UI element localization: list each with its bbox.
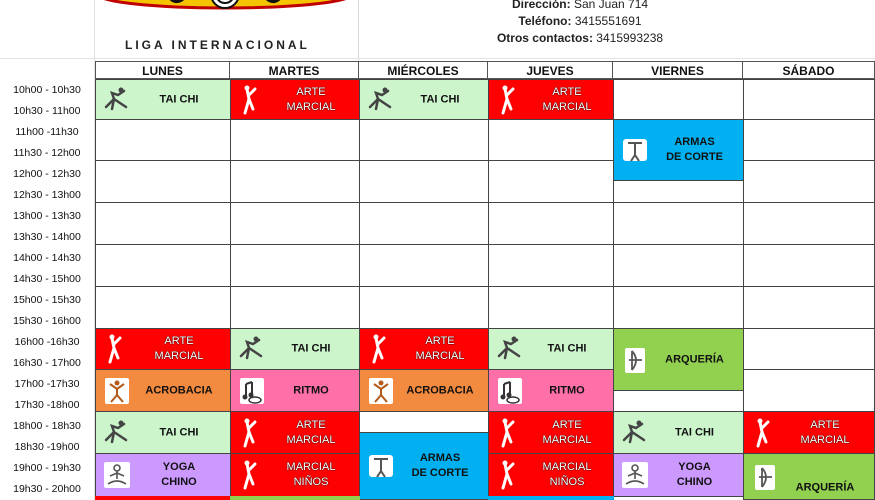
- class-label: ACROBACIA: [145, 384, 213, 396]
- class-label: RITMO: [549, 384, 585, 396]
- time-slot: 12h30 - 13h00: [13, 189, 81, 201]
- time-slot: 15h00 - 15h30: [13, 294, 81, 306]
- time-slot: 12h00 - 12h30: [13, 168, 81, 180]
- class-arqueria[interactable]: [613, 328, 744, 391]
- class-label: TAI CHI: [159, 93, 199, 105]
- time-slot: 13h00 - 13h30: [13, 210, 81, 222]
- class-tai-chi[interactable]: [230, 328, 360, 370]
- yoga-icon: [102, 460, 132, 490]
- class-label: ARTE MARCIAL: [286, 418, 336, 446]
- time-slot: 16h00 -16h30: [14, 336, 80, 348]
- day-header-jueves: JUEVES: [488, 61, 613, 79]
- tai-chi-icon: [620, 418, 650, 448]
- class-label: ARQUERÍA: [795, 481, 855, 494]
- class-tai-chi[interactable]: [95, 411, 231, 454]
- class-yoga-chino[interactable]: [95, 453, 231, 497]
- class-label: ARTE MARCIAL: [286, 85, 336, 113]
- tai-chi-icon: [102, 85, 132, 115]
- time-slot: 18h30 -19h00: [14, 441, 80, 453]
- time-slot: 11h00 -11h30: [15, 126, 79, 138]
- next-row-jueves: [488, 496, 614, 500]
- org-name: LIGA INTERNACIONAL: [125, 38, 310, 52]
- address-value: San Juan 714: [573, 0, 649, 11]
- logo-emblem-icon: [95, 0, 355, 14]
- tai-chi-icon: [366, 85, 396, 115]
- martial-arts-icon: [237, 85, 267, 115]
- other-contacts-label: Otros contactos:: [496, 31, 593, 45]
- contact-other: [430, 31, 730, 45]
- class-ritmo[interactable]: [488, 369, 614, 412]
- archery-icon: [750, 462, 780, 492]
- class-label: ARQUERÍA: [665, 353, 724, 365]
- class-label: ARTE MARCIAL: [542, 418, 592, 446]
- time-slot: 19h00 - 19h30: [13, 462, 81, 474]
- class-label: YOGA CHINO: [676, 461, 713, 488]
- phone-value: 3415551691: [574, 14, 642, 28]
- class-marcial-ninos[interactable]: [230, 453, 360, 497]
- class-arte-marcial[interactable]: [95, 328, 231, 370]
- martial-arts-icon: [237, 460, 267, 490]
- class-acrobacia[interactable]: [95, 369, 231, 412]
- class-label: TAI CHI: [291, 342, 331, 355]
- class-arte-marcial[interactable]: [230, 79, 360, 120]
- time-slot: 14h00 - 14h30: [13, 252, 81, 264]
- time-slot: 11h30 - 12h00: [13, 147, 81, 159]
- class-armas-de-corte[interactable]: [613, 119, 744, 181]
- martial-arts-icon: [750, 418, 780, 448]
- header-divider: [358, 0, 359, 58]
- class-label: TAI CHI: [159, 426, 199, 438]
- time-slot: 19h30 - 20h00: [13, 483, 81, 495]
- time-slot: 13h30 - 14h00: [13, 231, 81, 243]
- rhythm-music-icon: [495, 376, 525, 406]
- class-label: MARCIAL NIÑOS: [286, 461, 336, 488]
- archery-icon: [620, 345, 650, 375]
- martial-arts-icon: [495, 418, 525, 448]
- day-header-sabado: SÁBADO: [743, 61, 875, 79]
- class-arte-marcial[interactable]: [488, 411, 614, 454]
- yoga-icon: [620, 460, 650, 490]
- class-label: ARTE MARCIAL: [542, 85, 592, 113]
- acrobatics-icon: [366, 376, 396, 406]
- day-header-viernes: VIERNES: [613, 61, 743, 79]
- time-slot: 15h30 - 16h00: [13, 315, 81, 327]
- class-yoga-chino[interactable]: [613, 453, 744, 497]
- class-arte-marcial[interactable]: [743, 411, 875, 454]
- time-slot: 14h30 - 15h00: [13, 273, 81, 285]
- sword-fighter-icon: [366, 451, 396, 481]
- class-tai-chi[interactable]: [613, 411, 744, 454]
- rhythm-music-icon: [237, 376, 267, 406]
- class-armas-de-corte[interactable]: [359, 432, 489, 500]
- phone-label: Teléfono:: [518, 14, 572, 28]
- tai-chi-icon: [102, 418, 132, 448]
- class-tai-chi[interactable]: [488, 328, 614, 370]
- time-slot: 17h00 -17h30: [14, 378, 80, 390]
- contact-address: [430, 0, 730, 11]
- martial-arts-icon: [366, 334, 396, 364]
- class-arte-marcial[interactable]: [488, 79, 614, 120]
- class-label: ARMAS DE CORTE: [666, 136, 723, 163]
- class-label: RITMO: [293, 384, 329, 396]
- class-label: MARCIAL NIÑOS: [542, 461, 592, 488]
- contact-phone: [430, 14, 730, 28]
- acrobatics-icon: [102, 376, 132, 406]
- other-contacts-value: 3415993238: [596, 31, 664, 45]
- class-label: ARMAS DE CORTE: [411, 452, 469, 479]
- sword-fighter-icon: [620, 135, 650, 165]
- class-label: TAI CHI: [420, 93, 460, 105]
- logo: [95, 0, 355, 58]
- class-ritmo[interactable]: [230, 369, 360, 412]
- class-label: TAI CHI: [547, 342, 587, 355]
- time-slot: 18h00 - 18h30: [13, 420, 81, 432]
- class-tai-chi[interactable]: [95, 79, 231, 120]
- class-arte-marcial[interactable]: [359, 328, 489, 370]
- class-acrobacia[interactable]: [359, 369, 489, 412]
- class-arte-marcial[interactable]: [230, 411, 360, 454]
- time-slot: 10h00 - 10h30: [13, 84, 81, 96]
- class-label: TAI CHI: [675, 426, 714, 438]
- class-label: ARTE MARCIAL: [800, 418, 850, 446]
- class-arqueria[interactable]: [743, 453, 875, 500]
- next-row-lunes: [95, 496, 231, 500]
- martial-arts-icon: [237, 418, 267, 448]
- next-row-martes: [230, 496, 360, 500]
- tai-chi-icon: [495, 334, 525, 364]
- address-label: Dirección:: [511, 0, 571, 11]
- tai-chi-icon: [237, 334, 267, 364]
- class-label: ARTE MARCIAL: [415, 335, 465, 362]
- time-slot: 17h30 -18h00: [14, 399, 80, 411]
- martial-arts-icon: [102, 334, 132, 364]
- class-tai-chi[interactable]: [359, 79, 489, 120]
- time-slot: 16h30 - 17h00: [13, 357, 81, 369]
- day-header-lunes: LUNES: [95, 61, 230, 79]
- class-label: ACROBACIA: [406, 384, 474, 396]
- class-label: YOGA CHINO: [161, 461, 197, 488]
- martial-arts-icon: [495, 460, 525, 490]
- day-header-miercoles: MIÉRCOLES: [359, 61, 488, 79]
- class-marcial-ninos[interactable]: [488, 453, 614, 497]
- class-label: ARTE MARCIAL: [154, 335, 204, 362]
- martial-arts-icon: [495, 85, 525, 115]
- time-slot: 10h30 - 11h00: [13, 105, 81, 117]
- day-header-martes: MARTES: [230, 61, 359, 79]
